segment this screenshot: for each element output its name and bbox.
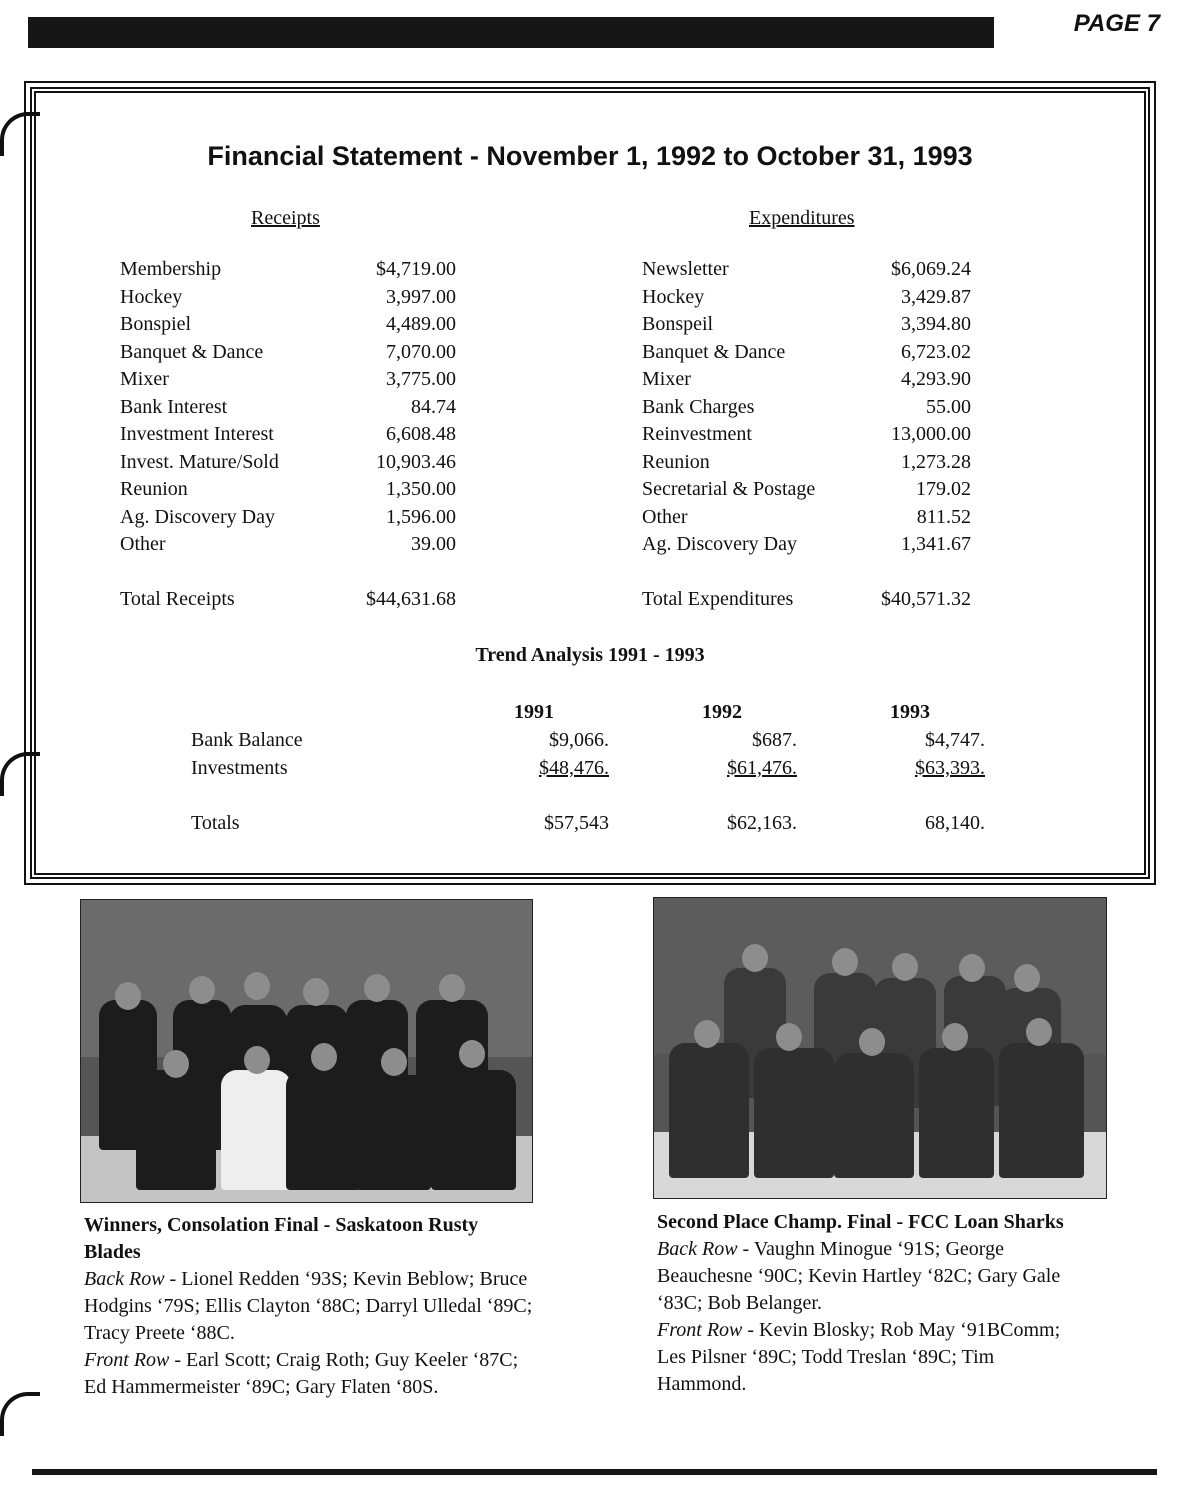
trend-cell: $61,476. (727, 757, 797, 779)
expenditure-amount: $6,069.24 (891, 258, 971, 280)
receipt-amount: 3,997.00 (386, 285, 456, 308)
receipts-total-amount: $44,631.68 (366, 587, 456, 610)
back-row-names: - Vaughn Minogue ‘91S; George Beauchesne ‘90C; Kevin Hartley ‘82C; Gary Gale ‘83C; Bob Belanger. (657, 1238, 1061, 1314)
expenditures-ledger (642, 256, 971, 613)
expenditure-amount: 179.02 (916, 478, 971, 500)
expenditure-label: Secretarial & Postage (642, 478, 816, 500)
team-photo-rusty-blades (80, 899, 533, 1203)
financial-title: Financial Statement - November 1, 1992 to October 31, 1993 (207, 141, 973, 171)
expenditure-amount: 3,394.80 (901, 313, 971, 335)
receipt-label: Banquet & Dance (120, 340, 264, 363)
front-row-names: - Kevin Blosky; Rob May ‘91BComm; Les Pilsner ‘89C; Todd Treslan ‘89C; Tim Hammond. (657, 1319, 1061, 1395)
receipt-amount: 7,070.00 (386, 340, 456, 363)
expenditure-amount: 3,429.87 (901, 285, 971, 308)
receipt-row (120, 531, 456, 559)
header-bar (28, 17, 994, 48)
expenditure-row (642, 256, 971, 284)
receipt-label: Bank Interest (120, 395, 228, 418)
receipt-label: Membership (120, 258, 222, 280)
financial-statement-box (30, 87, 1150, 879)
expenditure-label: Other (642, 505, 688, 528)
trend-year: 1993 (890, 701, 930, 723)
expenditure-amount: 13,000.00 (891, 423, 971, 445)
trend-cell: $62,163. (727, 812, 797, 834)
expenditure-label: Banquet & Dance (642, 340, 786, 363)
front-row-names: - Earl Scott; Craig Roth; Guy Keeler ‘87C; Ed Hammermeister ‘89C; Gary Flaten ‘80S. (84, 1349, 519, 1398)
footer-rule (32, 1469, 1157, 1475)
trend-row-label: Totals (191, 812, 240, 834)
trend-table (191, 698, 985, 837)
trend-year: 1991 (514, 701, 554, 723)
back-row-label: Back Row (657, 1238, 738, 1260)
expenditure-amount: 1,273.28 (901, 450, 971, 473)
expenditure-amount: 811.52 (916, 505, 971, 528)
receipt-label: Other (120, 533, 166, 555)
expenditure-row (642, 531, 971, 559)
trend-cell: 68,140. (925, 812, 985, 834)
receipt-row (120, 449, 456, 477)
caption-back-row (84, 1266, 534, 1347)
receipt-amount: 39.00 (411, 533, 456, 555)
receipt-row (120, 311, 456, 339)
expenditure-amount: 6,723.02 (901, 340, 971, 363)
trend-cell: $63,393. (915, 757, 985, 779)
expenditure-row (642, 311, 971, 339)
expenditure-row (642, 504, 971, 532)
caption-rusty-blades (84, 1212, 534, 1401)
trend-row-investments (191, 754, 985, 782)
trend-cell: $48,476. (539, 757, 609, 779)
receipt-amount: $4,719.00 (376, 258, 456, 280)
receipt-amount: 84.74 (411, 395, 456, 418)
team-photo-loan-sharks (653, 897, 1107, 1199)
caption-front-row (84, 1347, 534, 1401)
expenditures-heading: Expenditures (749, 207, 855, 229)
expenditure-amount: 1,341.67 (901, 533, 971, 555)
receipt-amount: 3,775.00 (386, 368, 456, 390)
front-row-label: Front Row (657, 1319, 743, 1341)
caption-title: Winners, Consolation Final - Saskatoon Rusty Blades (84, 1214, 479, 1263)
receipt-label: Mixer (120, 368, 169, 390)
expenditure-label: Newsletter (642, 258, 729, 280)
trend-row-bank-balance (191, 726, 985, 754)
trend-year: 1992 (702, 701, 742, 723)
receipts-total-label: Total Receipts (120, 587, 235, 610)
trend-row-totals (191, 809, 985, 837)
expenditure-label: Reinvestment (642, 423, 752, 445)
trend-title: Trend Analysis 1991 - 1993 (475, 644, 705, 666)
receipt-row (120, 421, 456, 449)
trend-cell: $4,747. (925, 729, 985, 751)
receipt-label: Reunion (120, 478, 188, 500)
receipt-row (120, 394, 456, 422)
expenditures-total-label: Total Expenditures (642, 587, 794, 610)
receipt-row (120, 339, 456, 367)
receipt-amount: 4,489.00 (386, 313, 456, 335)
receipt-label: Hockey (120, 285, 183, 308)
receipt-amount: 10,903.46 (376, 450, 456, 473)
binder-hole-mark (0, 1392, 40, 1436)
receipt-amount: 1,596.00 (386, 505, 456, 528)
trend-cell: $687. (752, 729, 797, 751)
expenditures-total-row (642, 586, 971, 614)
receipt-row (120, 504, 456, 532)
trend-row-label: Investments (191, 757, 288, 779)
receipt-row (120, 284, 456, 312)
expenditure-row (642, 366, 971, 394)
receipts-ledger (120, 256, 456, 613)
trend-year-row (191, 698, 985, 726)
receipts-total-row (120, 586, 456, 614)
expenditure-label: Bonspeil (642, 313, 714, 335)
trend-cell: $9,066. (549, 729, 609, 751)
receipt-row (120, 476, 456, 504)
expenditure-row (642, 339, 971, 367)
trend-cell: $57,543 (544, 812, 609, 834)
expenditure-row (642, 284, 971, 312)
expenditure-label: Hockey (642, 285, 705, 308)
page-number: PAGE 7 (1073, 10, 1160, 37)
receipt-label: Ag. Discovery Day (120, 505, 275, 528)
expenditure-row (642, 421, 971, 449)
receipt-row (120, 366, 456, 394)
receipt-label: Investment Interest (120, 423, 274, 445)
front-row-label: Front Row (84, 1349, 170, 1371)
caption-back-row (657, 1236, 1077, 1317)
back-row-names: - Lionel Redden ‘93S; Kevin Beblow; Bruce Hodgins ‘79S; Ellis Clayton ‘88C; Darryl Ulledal ‘89C; Tracy Preete ‘88C. (84, 1268, 533, 1344)
caption-loan-sharks (657, 1209, 1077, 1398)
expenditure-row (642, 476, 971, 504)
expenditure-label: Bank Charges (642, 395, 755, 418)
expenditure-label: Ag. Discovery Day (642, 533, 797, 555)
expenditure-row (642, 449, 971, 477)
receipt-label: Invest. Mature/Sold (120, 450, 279, 473)
receipt-label: Bonspiel (120, 313, 192, 335)
caption-front-row (657, 1317, 1077, 1398)
back-row-label: Back Row (84, 1268, 165, 1290)
expenditure-amount: 55.00 (926, 395, 971, 418)
caption-title: Second Place Champ. Final - FCC Loan Sharks (657, 1211, 1064, 1233)
expenditures-total-amount: $40,571.32 (881, 587, 971, 610)
receipt-row (120, 256, 456, 284)
receipts-heading: Receipts (251, 207, 320, 229)
expenditure-row (642, 394, 971, 422)
receipt-amount: 1,350.00 (386, 478, 456, 500)
expenditure-label: Mixer (642, 368, 691, 390)
trend-row-label: Bank Balance (191, 729, 303, 751)
expenditure-label: Reunion (642, 450, 710, 473)
expenditure-amount: 4,293.90 (901, 368, 971, 390)
receipt-amount: 6,608.48 (386, 423, 456, 445)
